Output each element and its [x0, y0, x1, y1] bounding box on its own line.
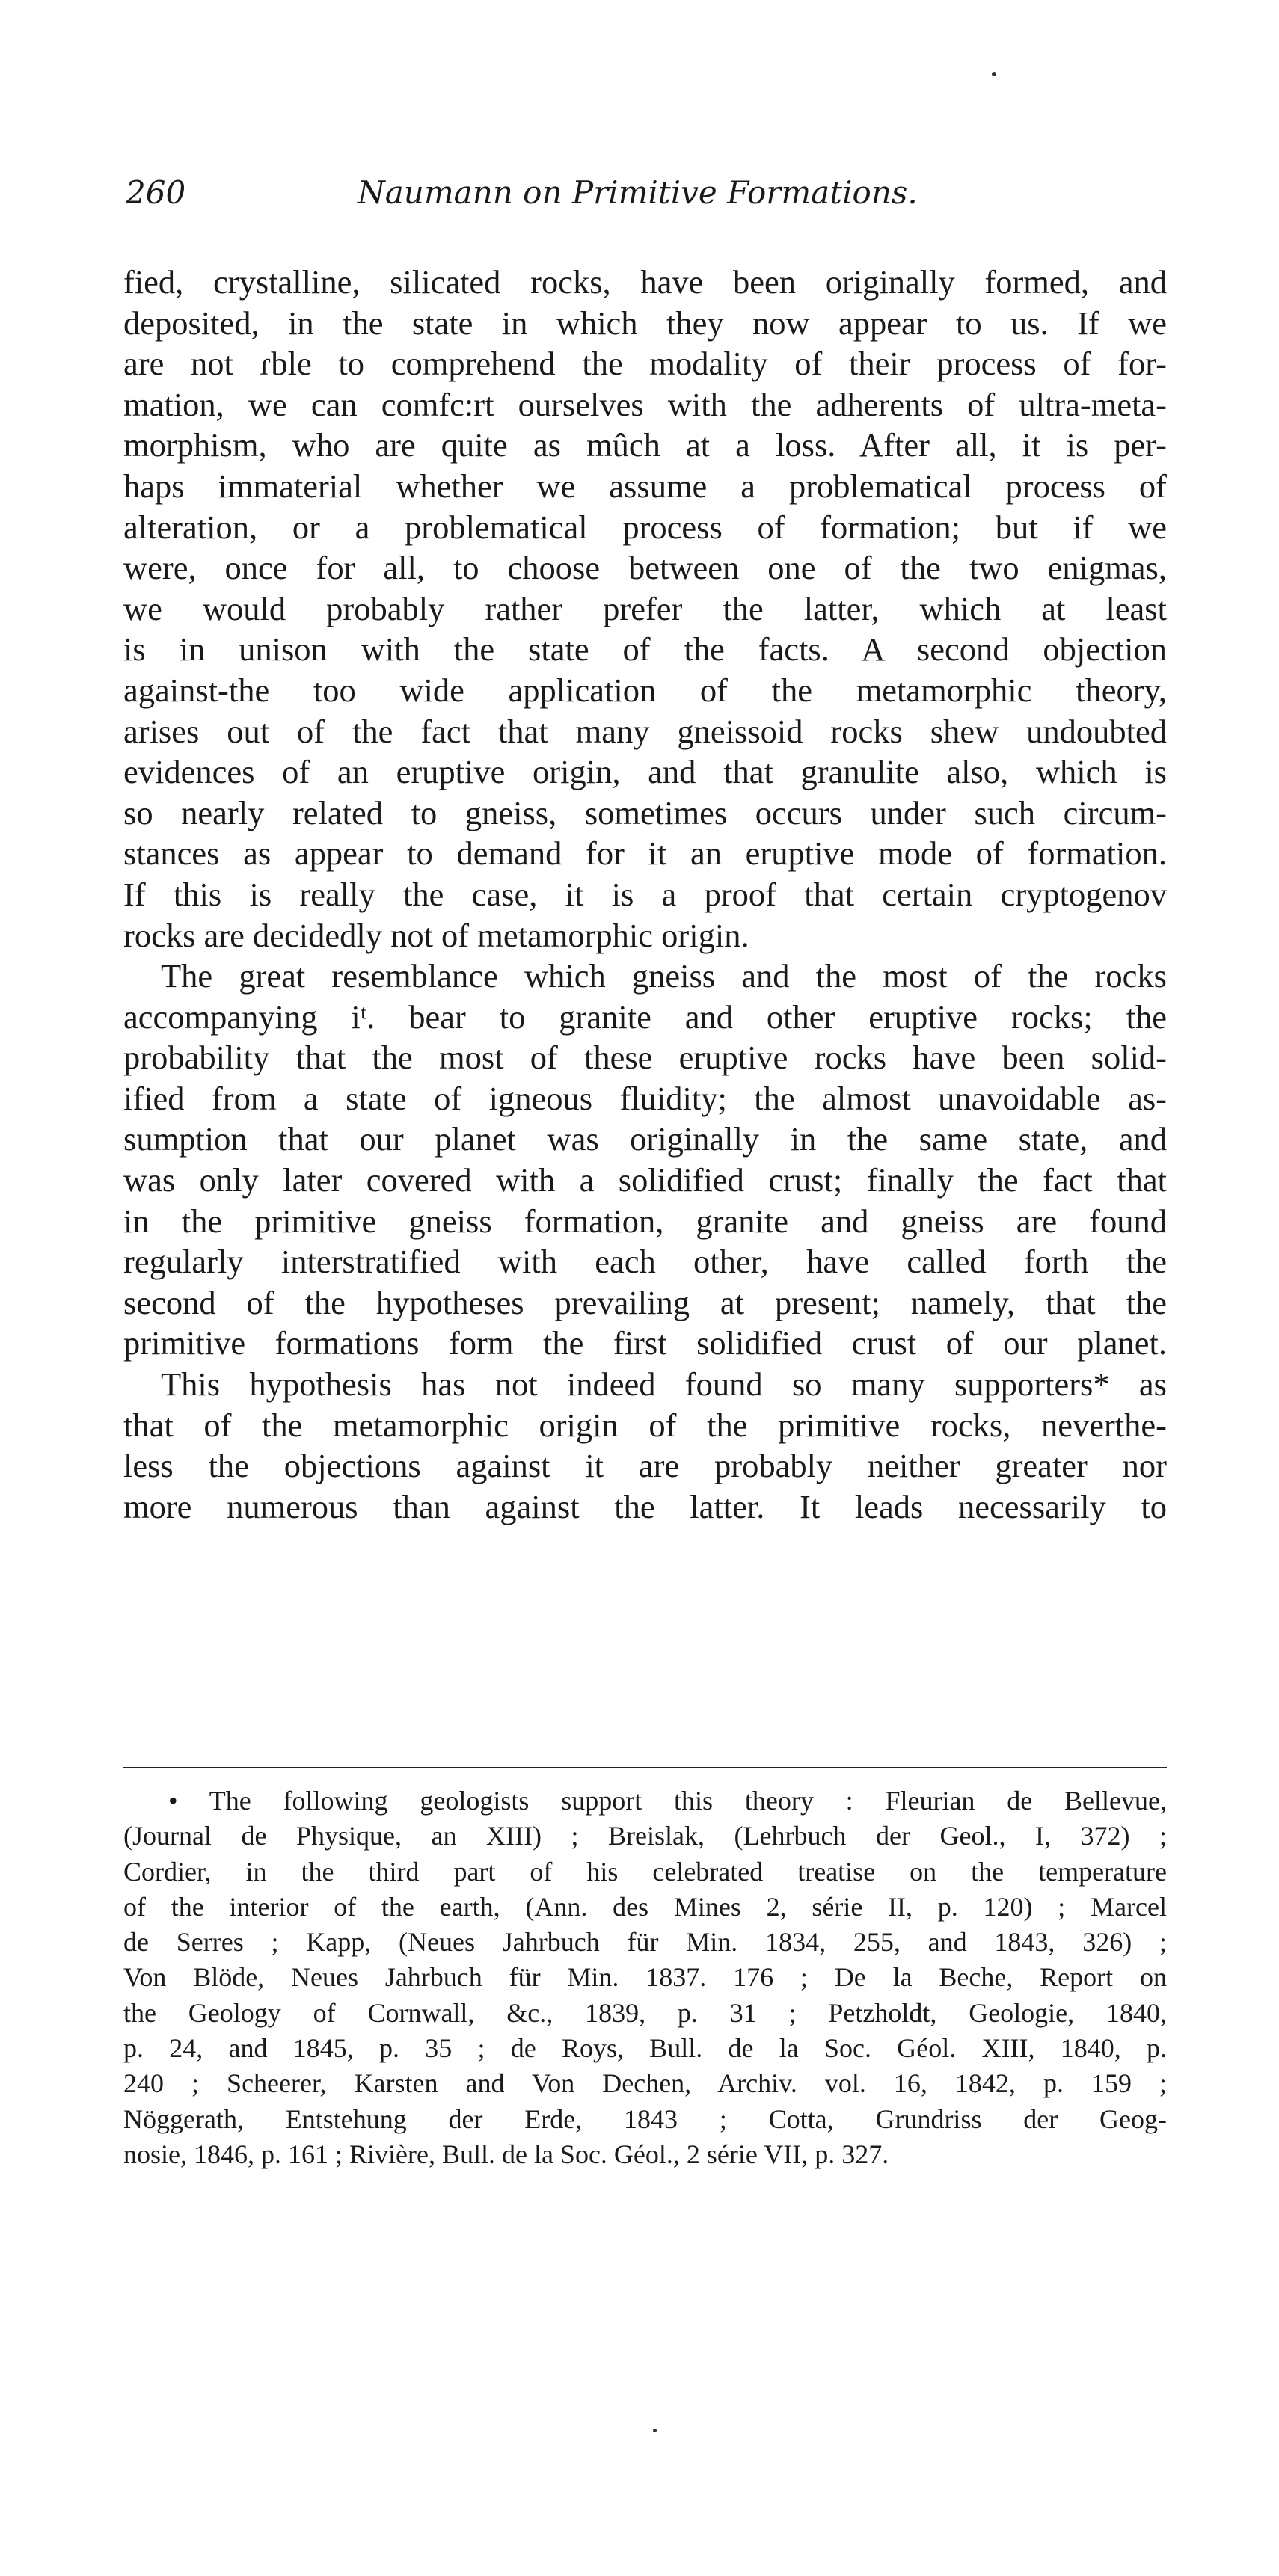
footnote-line: Von Blöde, Neues Jahrbuch für Min. 1837. 176 ; De la Beche, Report on [123, 1962, 1167, 1993]
body-line: evidences of an eruptive origin, and that granulite also, which is [123, 753, 1167, 791]
body-line: haps immaterial whether we assume a problematical process of [123, 467, 1167, 505]
body-line: probability that the most of these eruptive rocks have been solid- [123, 1039, 1167, 1077]
body-line: we would probably rather prefer the latter, which at least [123, 589, 1167, 627]
running-title: Naumann on Primitive Formations. [358, 174, 918, 211]
footnote-block [123, 1783, 1167, 2172]
ink-speck [992, 72, 996, 76]
body-line: are not ɾble to comprehend the modality of their process of for- [123, 345, 1167, 383]
footnote-line: de Serres ; Kapp, (Neues Jahrbuch für Min. 1834, 255, and 1843, 326) ; [123, 1927, 1167, 1958]
footnote-line: of the interior of the earth, (Ann. des Mines 2, série II, p. 120) ; Marcel [123, 1891, 1167, 1922]
footnote-line: Nöggerath, Entstehung der Erde, 1843 ; Cotta, Grundriss der Geog- [123, 2103, 1167, 2134]
footnote-divider [123, 1767, 1167, 1768]
body-line: stances as appear to demand for it an eruptive mode of formation. [123, 834, 1167, 873]
body-line: that of the metamorphic origin of the primitive rocks, neverthe- [123, 1406, 1167, 1444]
footnote-line: (Journal de Physique, an XIII) ; Breislak, (Lehrbuch der Geol., I, 372) ; [123, 1821, 1167, 1851]
footnote-line: 240 ; Scheerer, Karsten and Von Dechen, Archiv. vol. 16, 1842, p. 159 ; [123, 2068, 1167, 2099]
body-line: so nearly related to gneiss, sometimes occurs under such circum- [123, 793, 1167, 831]
footnote-line: Cordier, in the third part of his celebrated treatise on the temperature [123, 1856, 1167, 1887]
body-line: more numerous than against the latter. It leads necessarily to [123, 1487, 1167, 1525]
paragraph-start-line: This hypothesis has not indeed found so many supporters* as [161, 1365, 1167, 1404]
body-line: fied, crystalline, silicated rocks, have been originally formed, and [123, 263, 1167, 301]
body-line: accompanying iᵗ. bear to granite and other eruptive rocks; the [123, 997, 1167, 1036]
paragraph-start-line: The great resemblance which gneiss and the most of the rocks [161, 957, 1167, 995]
body-line: arises out of the fact that many gneissoid rocks shew undoubted [123, 712, 1167, 750]
footnote-line: • The following geologists support this theory : Fleurian de Bellevue, [168, 1786, 1167, 1816]
body-line: alteration, or a problematical process of formation; but if we [123, 508, 1167, 546]
body-line: in the primitive gneiss formation, granite and gneiss are found [123, 1202, 1167, 1240]
body-line: less the objections against it are probably neither greater nor [123, 1447, 1167, 1485]
body-line: were, once for all, to choose between one of the two enigmas, [123, 549, 1167, 587]
body-line: rocks are decidedly not of metamorphic origin. [123, 916, 749, 954]
body-line: ified from a state of igneous fluidity; the almost unavoidable as- [123, 1079, 1167, 1117]
body-line: morphism, who are quite as mûch at a loss. After all, it is per- [123, 426, 1167, 464]
footnote-line: the Geology of Cornwall, &c., 1839, p. 31 ; Petzholdt, Geologie, 1840, [123, 1997, 1167, 2028]
body-line: regularly interstratified with each other, have called forth the [123, 1243, 1167, 1281]
page-header [126, 174, 1188, 227]
body-line: is in unison with the state of the facts. A second objection [123, 630, 1167, 668]
body-line: against‑the too wide application of the metamorphic theory, [123, 671, 1167, 709]
body-line: sumption that our planet was originally in the same state, and [123, 1120, 1167, 1158]
footnote-line: nosie, 1846, p. 161 ; Rivière, Bull. de la Soc. Géol., 2 série VII, p. 327. [123, 2139, 889, 2169]
body-line: mation, we can comfc:rt ourselves with the adherents of ultra-meta- [123, 385, 1167, 423]
body-line: deposited, in the state in which they now appear to us. If we [123, 304, 1167, 342]
ink-speck [653, 2429, 657, 2432]
body-line: second of the hypotheses prevailing at present; namely, that the [123, 1283, 1167, 1321]
page-number: 260 [126, 174, 186, 211]
body-line: was only later covered with a solidified crust; finally the fact that [123, 1161, 1167, 1199]
body-line: If this is really the case, it is a proof that certain cryptogenov [123, 875, 1167, 913]
footnote-line: p. 24, and 1845, p. 35 ; de Roys, Bull. de la Soc. Géol. XIII, 1840, p. [123, 2033, 1167, 2064]
body-text [123, 262, 1167, 1527]
body-line: primitive formations form the first solidified crust of our planet. [123, 1324, 1167, 1362]
